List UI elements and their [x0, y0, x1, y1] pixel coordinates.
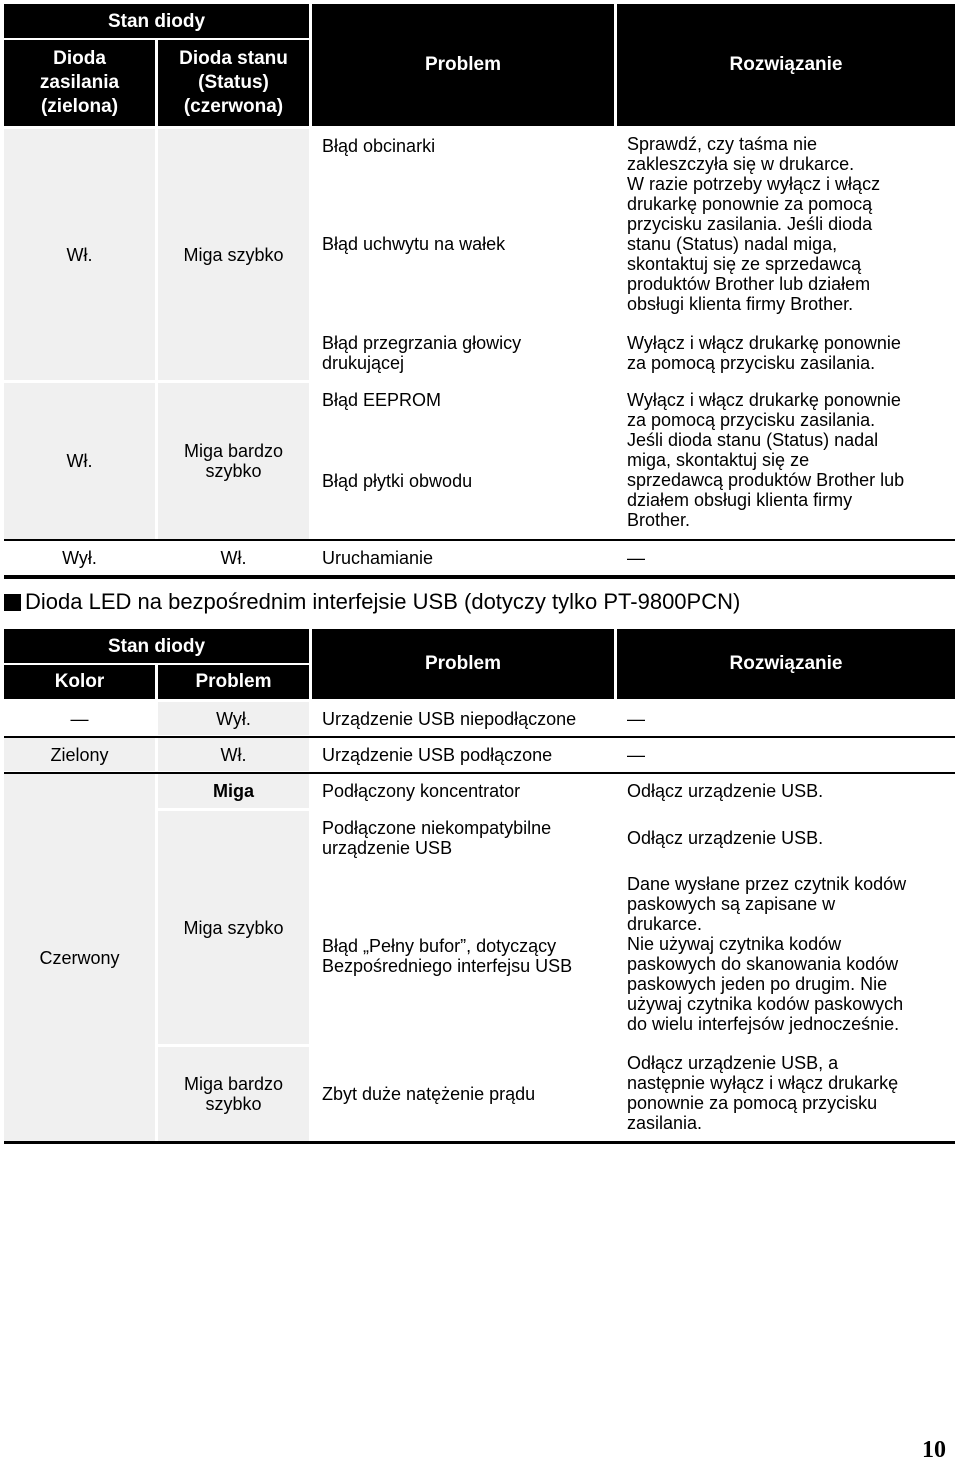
section-title-text: Dioda LED na bezpośrednim interfejsie USB (dotyczy tylko PT-9800PCN): [25, 589, 741, 614]
header-led-problem: Problem: [158, 665, 309, 699]
solution-cell: Odłącz urządzenie USB.: [617, 774, 955, 808]
problem-cell: Podłączone niekompatybilne urządzenie USB: [312, 811, 614, 865]
header-led-state: Stan diody: [4, 629, 309, 663]
status-led-cell: Miga bardzo szybko: [158, 383, 309, 539]
header-status-led: Dioda stanu (Status) (czerwona): [158, 40, 309, 126]
state-cell: Wył.: [158, 702, 309, 735]
problem-cell: Błąd uchwytu na wałek: [312, 164, 614, 324]
header-problem: Problem: [312, 4, 614, 126]
table-bottom-border: [4, 575, 955, 579]
color-cell: Zielony: [4, 738, 155, 771]
solution-cell: —: [617, 541, 955, 574]
problem-cell: Urządzenie USB niepodłączone: [312, 702, 614, 735]
row-divider: [4, 539, 955, 541]
section-title: [4, 585, 944, 619]
power-led-cell: Wł.: [4, 129, 155, 380]
solution-cell: Dane wysłane przez czytnik kodów paskowych są zapisane w drukarce. Nie używaj czytnika kodów paskowych do skanowania kodów paskowych jeden po drugim. Nie używaj czytnika kodów paskowych do wielu interfejsów jednocześnie.: [617, 868, 955, 1044]
solution-cell: Wyłącz i włącz drukarkę ponownie za pomocą przycisku zasilania.: [617, 326, 955, 380]
power-led-cell: Wył.: [4, 541, 155, 574]
problem-cell: Zbyt duże natężenie prądu: [312, 1047, 614, 1141]
solution-cell: Sprawdź, czy taśma nie zakleszczyła się w drukarce. W razie potrzeby wyłącz i włącz drukarkę ponownie za pomocą przycisku zasilania. Jeśli dioda stanu (Status) nadal miga, skontaktuj się ze sprzedawcą produktów Brother lub działem obsługi klienta firmy Brother.: [617, 129, 955, 324]
solution-cell: —: [617, 738, 955, 771]
row-divider: [4, 736, 955, 738]
color-cell: Czerwony: [4, 774, 155, 1141]
header-problem: Problem: [312, 629, 614, 699]
problem-cell: Błąd „Pełny bufor”, dotyczący Bezpośredniego interfejsu USB: [312, 868, 614, 1044]
header-solution: Rozwiązanie: [617, 4, 955, 126]
header-solution: Rozwiązanie: [617, 629, 955, 699]
solution-cell: —: [617, 702, 955, 735]
page-number: 10: [922, 1437, 946, 1463]
row-divider: [4, 772, 955, 774]
status-led-cell: Miga szybko: [158, 129, 309, 380]
problem-cell: Błąd EEPROM: [312, 383, 614, 423]
problem-cell: Podłączony koncentrator: [312, 774, 614, 808]
problem-cell: Urządzenie USB podłączone: [312, 738, 614, 771]
state-cell: Miga: [158, 774, 309, 808]
status-led-cell: Wł.: [158, 541, 309, 574]
header-color: Kolor: [4, 665, 155, 699]
header-power-led: Dioda zasilania (zielona): [4, 40, 155, 126]
color-cell: —: [4, 702, 155, 735]
state-cell: Wł.: [158, 738, 309, 771]
problem-cell: Błąd przegrzania głowicy drukującej: [312, 326, 614, 380]
solution-cell: Odłącz urządzenie USB, a następnie wyłącz i włącz drukarkę ponownie za pomocą przycisku zasilania.: [617, 1047, 955, 1141]
problem-cell: Błąd płytki obwodu: [312, 423, 614, 539]
solution-cell: Wyłącz i włącz drukarkę ponownie za pomocą przycisku zasilania. Jeśli dioda stanu (Status) nadal miga, skontaktuj się ze sprzedawcą produktów Brother lub działem obsługi klienta firmy Brother.: [617, 383, 955, 539]
problem-cell: Uruchamianie: [312, 541, 614, 574]
problem-cell: Błąd obcinarki: [312, 129, 614, 162]
table-bottom-border: [4, 1141, 955, 1144]
square-bullet-icon: [4, 594, 21, 611]
header-led-state: Stan diody: [4, 4, 309, 38]
solution-cell: Odłącz urządzenie USB.: [617, 811, 955, 865]
power-led-cell: Wł.: [4, 383, 155, 539]
state-cell: Miga szybko: [158, 811, 309, 1044]
state-cell: Miga bardzo szybko: [158, 1047, 309, 1141]
